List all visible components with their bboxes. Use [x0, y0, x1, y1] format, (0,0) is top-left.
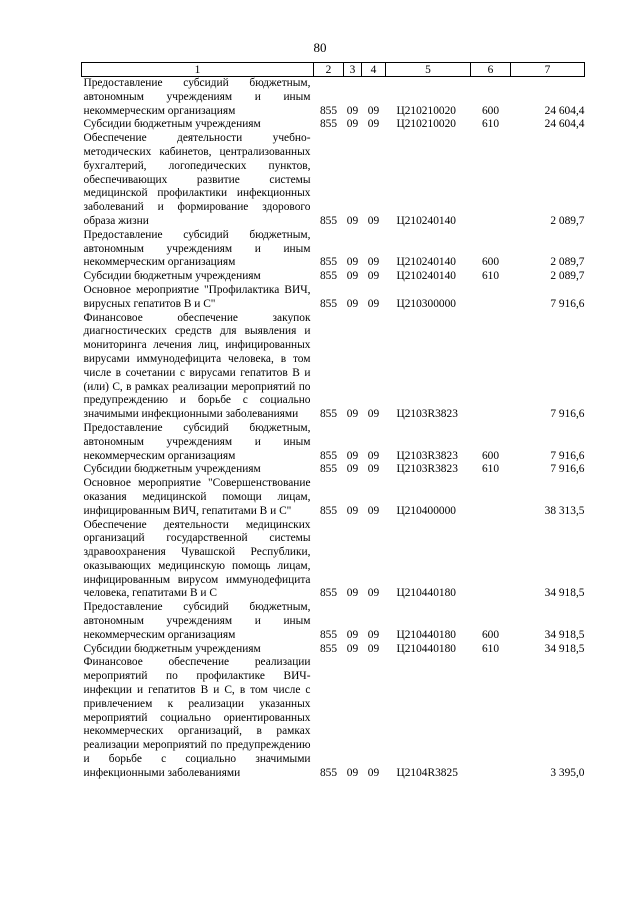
row-section-code: 09: [346, 587, 359, 600]
row-amount: 38 313,5: [544, 504, 585, 517]
header-col-6: 6: [471, 63, 511, 77]
row-subsection-code: 09: [367, 587, 380, 600]
table-row: [82, 656, 585, 780]
row-subsection-code: 09: [367, 104, 380, 117]
page-number: 80: [313, 40, 327, 55]
row-ministry-code: 855: [319, 118, 338, 131]
header-col-2: 2: [314, 63, 344, 77]
row-ministry-code: 855: [319, 104, 338, 117]
row-subsection-code: 09: [367, 270, 380, 283]
row-name: Субсидии бюджетным учреждениям: [83, 463, 261, 476]
table-row: [82, 229, 585, 270]
row-expense-type: 610: [481, 270, 500, 283]
row-ministry-code: 855: [319, 270, 338, 283]
row-amount: 2 089,7: [550, 270, 585, 283]
row-section-code: 09: [346, 766, 359, 779]
row-target-article: Ц210440180: [396, 642, 456, 655]
row-name: Субсидии бюджетным учреждениям: [83, 118, 261, 131]
row-expense-type: 600: [481, 628, 500, 641]
row-ministry-code: 855: [319, 766, 338, 779]
row-section-code: 09: [346, 118, 359, 131]
row-amount: 3 395,0: [550, 766, 585, 779]
row-target-article: Ц210240140: [396, 214, 456, 227]
row-subsection-code: 09: [367, 214, 380, 227]
row-expense-type: [471, 284, 511, 312]
row-section-code: 09: [346, 297, 359, 310]
table-row: [82, 118, 585, 132]
row-target-article: Ц2104R3825: [396, 766, 458, 779]
row-name: Субсидии бюджетным учреждениям: [83, 642, 261, 655]
table-row: [82, 601, 585, 642]
row-expense-type: 610: [481, 463, 500, 476]
header-col-3: 3: [344, 63, 362, 77]
row-amount: 2 089,7: [550, 256, 585, 269]
header-col-7: 7: [511, 63, 585, 77]
row-expense-type: 600: [481, 256, 500, 269]
row-subsection-code: 09: [367, 463, 380, 476]
row-target-article: Ц210440180: [396, 587, 456, 600]
row-name: Финансовое обеспечение реализации мероприятий по профилактике ВИЧ-инфекции и гепатитов В и С, в том числе с привлечением к реализации указанных мероприятий социально ориентированных некоммерческих организаций, в рамках реализации мероприятий по предупреждению и борьбе с социально значимыми инфекционными заболеваниями: [83, 656, 311, 779]
row-ministry-code: 855: [319, 214, 338, 227]
row-amount: 7 916,6: [550, 463, 585, 476]
table-row: [82, 643, 585, 657]
row-subsection-code: 09: [367, 642, 380, 655]
row-amount: 7 916,6: [550, 408, 585, 421]
row-section-code: 09: [346, 408, 359, 421]
row-name: Основное мероприятие "Совершенствование оказания медицинской помощи лицам, инфицированным ВИЧ, гепатитами В и С": [83, 477, 311, 517]
row-ministry-code: 855: [319, 587, 338, 600]
row-expense-type: 600: [481, 104, 500, 117]
row-subsection-code: 09: [367, 504, 380, 517]
row-target-article: Ц210240140: [396, 270, 456, 283]
row-subsection-code: 09: [367, 766, 380, 779]
row-ministry-code: 855: [319, 642, 338, 655]
header-col-1: 1: [82, 63, 314, 77]
row-name: Обеспечение деятельности медицинских организаций государственной системы здравоохранения Чувашской Республики, оказывающих медицинскую помощь лицам, инфицированным вирусом иммунодефицита человека, гепатитами В и С: [83, 518, 311, 600]
row-target-article: Ц2103R3823: [396, 408, 458, 421]
table-row: [82, 477, 585, 518]
row-amount: 34 918,5: [544, 587, 585, 600]
budget-table: [81, 62, 585, 781]
row-amount: 34 918,5: [544, 642, 585, 655]
row-ministry-code: 855: [319, 504, 338, 517]
table-row: [82, 422, 585, 463]
row-section-code: 09: [346, 504, 359, 517]
row-target-article: Ц210300000: [396, 297, 456, 310]
row-amount: 2 089,7: [550, 214, 585, 227]
row-subsection-code: 09: [367, 628, 380, 641]
row-section-code: 09: [346, 270, 359, 283]
row-amount: 7 916,6: [550, 297, 585, 310]
row-target-article: Ц210210020: [396, 118, 456, 131]
row-name: Предоставление субсидий бюджетным, автономным учреждениям и иным некоммерческим организациям: [83, 421, 311, 462]
table-row: [82, 270, 585, 284]
row-ministry-code: 855: [319, 463, 338, 476]
row-expense-type: [471, 477, 511, 518]
row-expense-type: [471, 132, 511, 229]
row-name: Предоставление субсидий бюджетным, автономным учреждениям и иным некоммерческим организациям: [83, 228, 311, 269]
row-subsection-code: 09: [367, 408, 380, 421]
row-section-code: 09: [346, 642, 359, 655]
header-col-5: 5: [386, 63, 471, 77]
row-expense-type: [471, 656, 511, 780]
header-row: [82, 63, 585, 77]
row-expense-type: [471, 519, 511, 602]
row-amount: 34 918,5: [544, 628, 585, 641]
table-row: [82, 312, 585, 422]
row-section-code: 09: [346, 628, 359, 641]
row-name: Обеспечение деятельности учебно-методических кабинетов, централизованных бухгалтерий, логопедических пунктов, обеспечивающих развитие системы медицинской профилактики инфекционных заболеваний и формирование здорового образа жизни: [83, 132, 311, 227]
row-amount: 7 916,6: [550, 449, 585, 462]
row-section-code: 09: [346, 214, 359, 227]
table-row: [82, 132, 585, 229]
row-section-code: 09: [346, 449, 359, 462]
row-expense-type: [471, 312, 511, 422]
row-expense-type: 610: [481, 642, 500, 655]
row-target-article: Ц2103R3823: [396, 449, 458, 462]
row-subsection-code: 09: [367, 256, 380, 269]
row-ministry-code: 855: [319, 256, 338, 269]
table-body: [82, 77, 585, 781]
row-expense-type: 610: [481, 118, 500, 131]
row-name: Предоставление субсидий бюджетным, автономным учреждениям и иным некоммерческим организациям: [83, 77, 311, 117]
row-ministry-code: 855: [319, 628, 338, 641]
row-target-article: Ц210240140: [396, 256, 456, 269]
row-name: Финансовое обеспечение закупок диагностических средств для выявления и мониторинга лечения лиц, инфицированных вирусами иммунодефицита человека, в том числе в сочетании с вирусами гепатитов В и (или) С, в рамках реализации мероприятий по предупреждению и борьбе с социально значимыми инфекционными заболеваниями: [83, 311, 311, 421]
header-col-4: 4: [362, 63, 386, 77]
row-name: Субсидии бюджетным учреждениям: [83, 270, 261, 283]
row-amount: 24 604,4: [544, 104, 585, 117]
table-row: [82, 463, 585, 477]
table-header: [82, 63, 585, 77]
row-amount: 24 604,4: [544, 118, 585, 131]
row-name: Предоставление субсидий бюджетным, автономным учреждениям и иным некоммерческим организациям: [83, 601, 311, 641]
row-target-article: Ц2103R3823: [396, 463, 458, 476]
row-subsection-code: 09: [367, 118, 380, 131]
row-target-article: Ц210400000: [396, 504, 456, 517]
row-section-code: 09: [346, 104, 359, 117]
row-section-code: 09: [346, 256, 359, 269]
table-row: [82, 519, 585, 602]
row-ministry-code: 855: [319, 297, 338, 310]
row-target-article: Ц210440180: [396, 628, 456, 641]
row-target-article: Ц210210020: [396, 104, 456, 117]
table-row: [82, 284, 585, 312]
row-ministry-code: 855: [319, 408, 338, 421]
row-expense-type: 600: [481, 449, 500, 462]
row-subsection-code: 09: [367, 297, 380, 310]
table-row: [82, 77, 585, 119]
row-subsection-code: 09: [367, 449, 380, 462]
row-name: Основное мероприятие "Профилактика ВИЧ, вирусных гепатитов В и С": [83, 283, 311, 310]
row-ministry-code: 855: [319, 449, 338, 462]
row-section-code: 09: [346, 463, 359, 476]
